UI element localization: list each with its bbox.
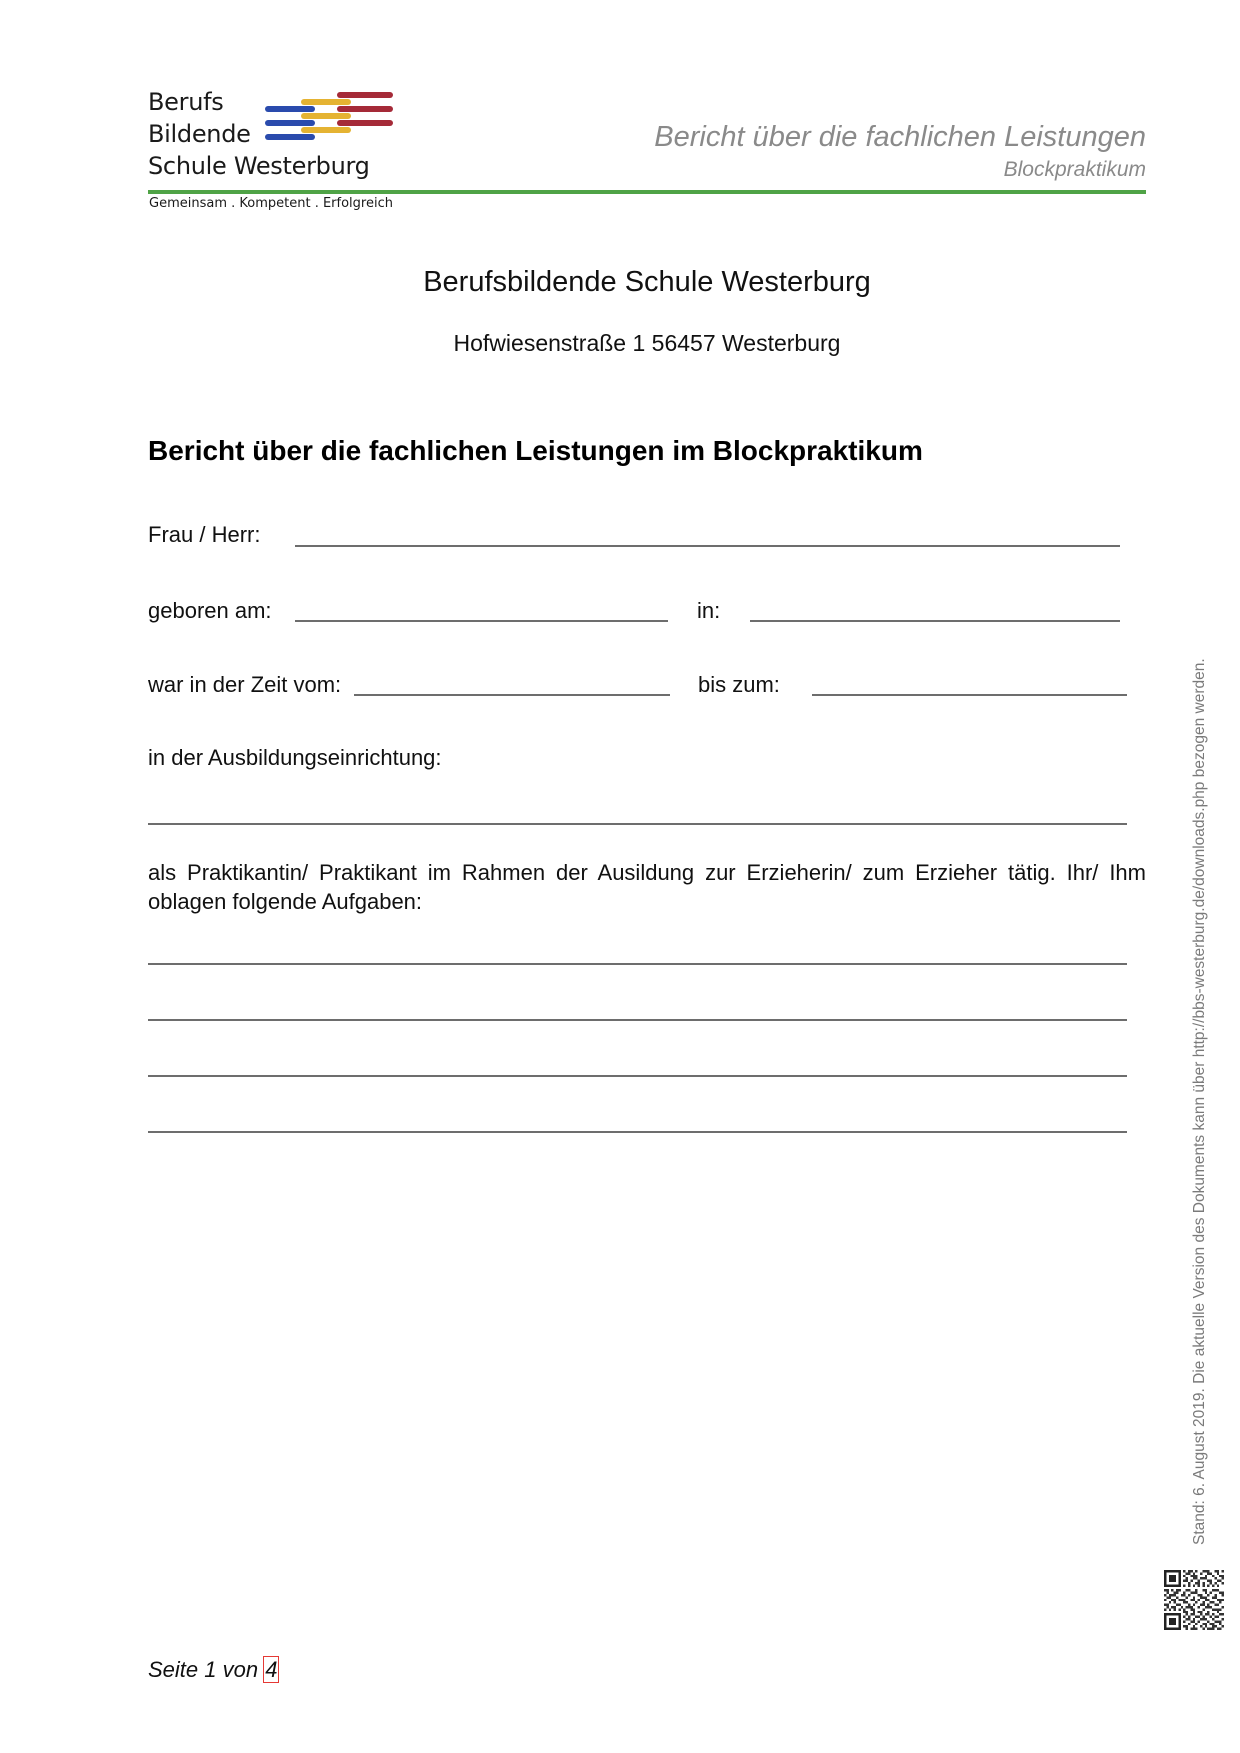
header-divider (148, 190, 1146, 194)
period-to-field-line[interactable] (812, 694, 1127, 696)
birth-place-label: in: (697, 598, 721, 623)
school-logo (148, 86, 408, 216)
tasks-field-line-2[interactable] (148, 1019, 1127, 1021)
period-from-field-line[interactable] (354, 694, 670, 696)
page-total-link[interactable]: 4 (265, 1657, 278, 1682)
tasks-field-line-1[interactable] (148, 963, 1127, 965)
header-title: Bericht über die fachlichen Leistungen (654, 121, 1146, 153)
institution-field-line[interactable] (148, 823, 1127, 825)
name-field-line[interactable] (295, 545, 1120, 547)
period-from-label: war in der Zeit vom: (148, 672, 342, 697)
birth-date-field-line[interactable] (295, 620, 668, 622)
version-note: Stand: 6. August 2019. Die aktuelle Version des Dokuments kann über http://bbs-westerburg.de/downloads.php bezogen werden. (1191, 658, 1208, 1545)
page-number (148, 1657, 278, 1683)
logo-line-2: Bildende (148, 120, 251, 148)
school-name: Berufsbildende Schule Westerburg (423, 266, 871, 298)
period-to-label: bis zum: (698, 672, 780, 697)
logo-line-3: Schule Westerburg (148, 152, 370, 180)
name-label: Frau / Herr: (148, 522, 261, 547)
header-subtitle: Blockpraktikum (1003, 158, 1146, 181)
logo-tagline: Gemeinsam . Kompetent . Erfolgreich (149, 196, 393, 211)
logo-line-1: Berufs (148, 88, 224, 116)
tasks-intro-text: als Praktikantin/ Praktikant im Rahmen der Ausildung zur Erzieherin/ zum Erzieher tätig. Ihr/ Ihm oblagen folgende Aufgaben: (148, 860, 1146, 914)
tasks-field-line-4[interactable] (148, 1131, 1127, 1133)
document-heading: Bericht über die fachlichen Leistungen im Blockpraktikum (148, 435, 923, 466)
birth-date-label: geboren am: (148, 598, 272, 623)
birth-place-field-line[interactable] (750, 620, 1120, 622)
page-number-prefix: Seite 1 von (148, 1657, 259, 1682)
institution-label: in der Ausbildungseinrichtung: (148, 745, 442, 770)
logo-bars-icon (264, 90, 394, 144)
school-address: Hofwiesenstraße 1 56457 Westerburg (453, 330, 841, 356)
qr-code-icon (1164, 1570, 1224, 1630)
tasks-field-line-3[interactable] (148, 1075, 1127, 1077)
